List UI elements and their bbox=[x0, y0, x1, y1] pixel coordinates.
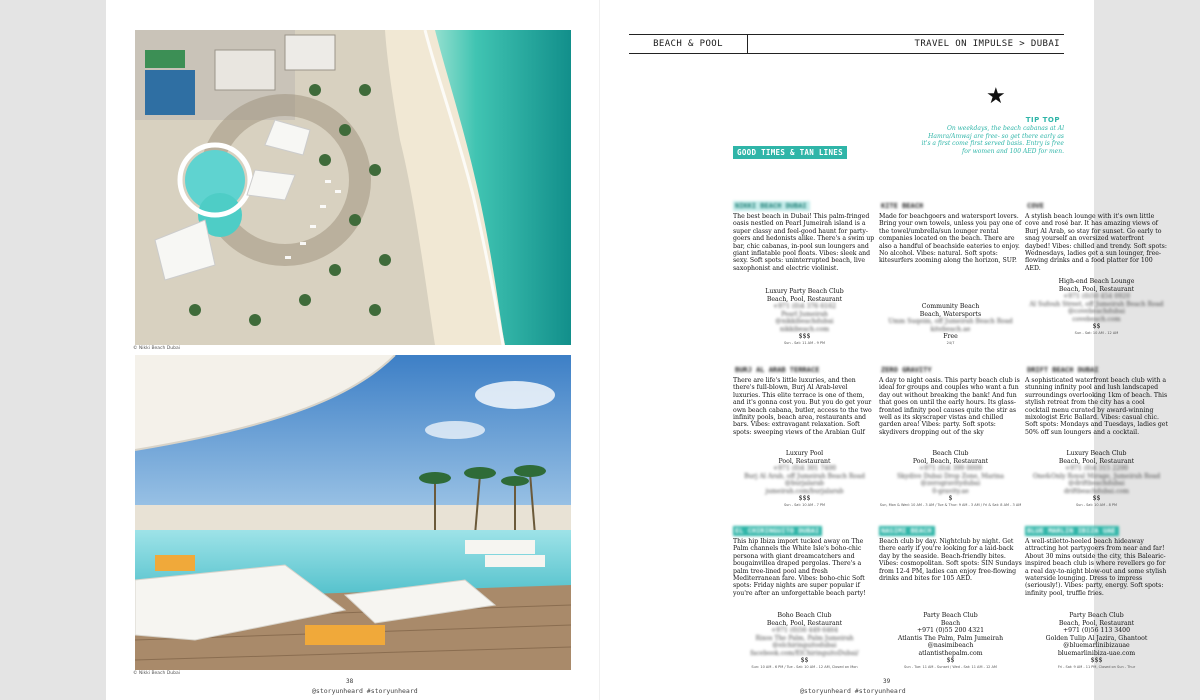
venue-address: Pearl Jumeirah bbox=[781, 310, 828, 318]
magazine-spread bbox=[106, 0, 1168, 700]
page-number-right: 39 bbox=[883, 678, 891, 685]
entry-description: This hip Ibiza import tucked away on The Palm channels the White Isle's boho-chic persona with giant dreamcatchers and bougainvillea draped pergolas. There's a palm tree-lined pool and fresh Mediterranean fare. Vibes: boho-chic Soft spots: Friday nights are super popular if you're after an unforgettable beach party! bbox=[733, 538, 866, 597]
entry-info-kite-beach bbox=[879, 303, 1022, 346]
venue-social: @burjalarab bbox=[785, 480, 824, 487]
social-handle-right: @storyunheard #storyunheard bbox=[800, 687, 906, 695]
entry-nasimi-beach bbox=[879, 518, 1022, 582]
venue-address: Umm Suqeim, off Jumeirah Beach Road bbox=[888, 318, 1013, 325]
entry-name: BURJ AL ARAB TERRACE bbox=[735, 366, 820, 374]
venue-social: @nikkibeachdubai bbox=[775, 318, 834, 325]
photo-credit-bottom: © Nikki Beach Dubai bbox=[133, 671, 180, 676]
section-title: BEACH & POOL bbox=[629, 35, 748, 53]
entry-info-cove bbox=[1025, 278, 1168, 336]
venue-type: Luxury Party Beach Club bbox=[765, 288, 844, 295]
venue-phone: +971 (0)4 301 7400 bbox=[772, 465, 837, 472]
venue-type: Luxury Pool bbox=[785, 450, 824, 457]
venue-social: @nasimibeach bbox=[927, 642, 974, 649]
venue-web: kitebeach.ae bbox=[930, 325, 971, 333]
left-page bbox=[106, 0, 600, 700]
entry-description: Made for beachgoers and watersport lovers. Bring your own towels, unless you pay one of the towel/umbrella/sun lounger rental companies located on the beach. There are also a handful of beachside eateries to enjoy. No alcohol. Vibes: natural. Soft spots: kitesurfers zooming along the horizon, SUP. bbox=[879, 213, 1022, 265]
entry-drift-beach bbox=[1025, 357, 1168, 436]
entry-el-chiringuito bbox=[733, 518, 876, 597]
venue-hours: Sun - Sat: 10 AM - 7 PM bbox=[783, 502, 826, 507]
venue-hours: Fri - Sat: 9 AM - 11 PM, Closed on Sun - Thur bbox=[1057, 664, 1136, 669]
venue-category: Pool, Restaurant bbox=[778, 457, 831, 465]
venue-web: 0-gravity.ae bbox=[932, 487, 969, 495]
venue-phone: +971 (0)50 454 0920 bbox=[1062, 293, 1131, 300]
venue-hours: Sun, Mon & Wed: 10 AM - 3 AM / Tue & Thur: 9 AM - 3 AM / Fri & Sat: 8 AM - 3 AM bbox=[879, 502, 1022, 507]
venue-phone: +971 (0)4 315 2200 bbox=[1064, 465, 1129, 472]
entry-cove bbox=[1025, 193, 1168, 272]
venue-price: $$ bbox=[1092, 323, 1101, 330]
entry-description: A sophisticated waterfront beach club with a stunning infinity pool and lush landscaped surroundings overlooking 1km of beach. This stylish retreat from the city has a cool cocktail menu curated by award-winning mixologist Eric Ballard. Vibes: casual chic. Soft spots: Mondays and Tuesdays, ladies get 50% off sun loungers and a cocktail. bbox=[1025, 377, 1168, 436]
entry-name: EL CHIRINGUITO DUBAI bbox=[733, 526, 822, 536]
section-label: GOOD TIMES & TAN LINES bbox=[733, 146, 847, 159]
entry-kite-beach bbox=[879, 193, 1022, 265]
venue-social: @elchiringuitodubai bbox=[772, 642, 837, 649]
venue-social: @bluemarlinibizauae bbox=[1063, 642, 1130, 649]
venue-address: One&Only Royal Mirage, Jumeirah Road bbox=[1032, 472, 1161, 480]
venue-phone: +971 (0)4 399 0009 bbox=[918, 465, 983, 472]
aerial-beach-photo bbox=[135, 30, 571, 345]
page-number-left: 38 bbox=[346, 678, 354, 685]
venue-web: atlantisthepalm.com bbox=[918, 649, 983, 657]
entry-name: ZERO GRAVITY bbox=[881, 366, 932, 374]
social-handle-left: @storyunheard #storyunheard bbox=[312, 687, 418, 695]
venue-type: Boho Beach Club bbox=[777, 612, 832, 619]
entry-description: There are life's little luxuries, and then there's full-blown, Burj Al Arab-level luxuries. This elite terrace is one of them, and it's gonna cost you. But you do get your own beach cabana, butler, access to the two infinity pools, beach area, restaurants and bars. Vibes: extravagant relaxation. Soft spots: sweeping views of the Arabian Gulf bbox=[733, 377, 872, 436]
entry-description: A day to night oasis. This party beach club is ideal for groups and couples who want a fun day out without breaking the bank! And fun that goes on until the early hours. Its glass-fronted infinity pool causes quite the stir as well as its skyscraper vistas and chilled garden area! Vibes: party. Soft spots: skydivers dropping out of the sky bbox=[879, 377, 1020, 436]
venue-type: High-end Beach Lounge bbox=[1058, 278, 1135, 285]
venue-category: Beach, Watersports bbox=[919, 310, 982, 318]
venue-category: Pool, Beach, Restaurant bbox=[912, 457, 989, 465]
venue-type: Beach Club bbox=[932, 450, 969, 457]
breadcrumb: TRAVEL ON IMPULSE > DUBAI bbox=[914, 39, 1060, 49]
venue-category: Beach bbox=[940, 619, 961, 627]
entry-info-nasimi-beach bbox=[879, 612, 1022, 670]
entry-description: The best beach in Dubai! This palm-fringed oasis nestled on Pearl Jumeirah island is a super classy and feel-good haunt for party-goers and hedonists alike. There's a swim up bar, chic cabanas, in-pool sun loungers and giant inflatable pool floats. Vibes: sleek and sexy. Soft spots: uninterrupted beach, live saxophonist and electric violinist. bbox=[733, 213, 875, 272]
venue-hours: Sun: 10 AM - 6 PM / Tue - Sat: 10 AM - 12 AM, Closed on Mon bbox=[751, 664, 858, 669]
pool-lounge-photo bbox=[135, 355, 571, 670]
venue-price: $$ bbox=[1092, 495, 1101, 502]
entry-info-zero-gravity bbox=[879, 450, 1022, 508]
venue-hours: Sun - Sat: 10 AM - 12 AM bbox=[1074, 330, 1119, 335]
venue-address: Atlantis The Palm, Palm Jumeirah bbox=[897, 634, 1004, 642]
venue-price: $$ bbox=[800, 657, 809, 664]
venue-web: driftbeachdubai.com bbox=[1063, 487, 1130, 495]
venue-address: Burj Al Arab, off Jumeirah Beach Road bbox=[744, 472, 865, 480]
entry-name: NIKKI BEACH DUBAI bbox=[733, 201, 810, 211]
venue-type: Luxury Beach Club bbox=[1066, 450, 1127, 457]
venue-type: Party Beach Club bbox=[923, 612, 978, 619]
star-icon: ★ bbox=[986, 84, 1006, 109]
venue-phone: +971 (0)55 200 4321 bbox=[916, 627, 985, 634]
venue-hours: 24/7 bbox=[946, 340, 955, 345]
entry-blue-marlin bbox=[1025, 518, 1168, 597]
entry-name: BLUE MARLIN IBIZA UAE bbox=[1025, 526, 1119, 536]
entry-name: NASIMI BEACH bbox=[879, 526, 935, 536]
venue-price: $$$ bbox=[1090, 657, 1103, 664]
venue-category: Beach, Pool, Restaurant bbox=[1058, 285, 1135, 293]
venue-price: $$$ bbox=[798, 495, 811, 502]
entry-description: A stylish beach lounge with it's own little cove and rosé bar. It has amazing views of Burj Al Arab, so stay for sunset. Go early to snag yourself an oversized waterfront daybed! Vibes: chilled and trendy. Soft spots: Wednesdays, ladies get a sun lounger, free-flowing drinks and a food platter for 100 AED. bbox=[1025, 213, 1167, 272]
entry-info-nikki-beach bbox=[733, 288, 876, 346]
venue-price: $$ bbox=[946, 657, 955, 664]
venue-price: Free bbox=[943, 333, 958, 340]
venue-social: @driftbeachdubai bbox=[1068, 480, 1125, 487]
venue-address: Golden Tulip Al Jazira, Ghantoot bbox=[1045, 634, 1148, 642]
venue-address: Rixos The Palm, Palm Jumeirah bbox=[755, 634, 854, 642]
entry-info-drift-beach bbox=[1025, 450, 1168, 508]
venue-price: $ bbox=[948, 495, 953, 502]
venue-web: facebook.com/ElChiringuitoDubai/ bbox=[750, 649, 859, 657]
venue-hours: Sun - Sat: 11 AM - 9 PM bbox=[783, 340, 826, 345]
entry-name: KITE BEACH bbox=[881, 202, 924, 210]
right-page bbox=[600, 0, 1168, 700]
entry-nikki-beach bbox=[733, 193, 876, 272]
venue-type: Party Beach Club bbox=[1069, 612, 1124, 619]
venue-category: Beach, Pool, Restaurant bbox=[1058, 619, 1135, 627]
venue-hours: Sun - Tue: 11 AM - Sunset / Wed - Sat: 11 AM - 12 AM bbox=[904, 664, 997, 669]
venue-web: bluemarlinibiza-uae.com bbox=[1057, 649, 1136, 657]
venue-type: Community Beach bbox=[921, 303, 980, 310]
photo-credit-top: © Nikki Beach Dubai bbox=[133, 346, 180, 351]
venue-web: covebeach.com bbox=[1072, 315, 1121, 323]
venue-web: jumeirah.com/burjalarab bbox=[765, 487, 844, 495]
venue-web: nikkibeach.com bbox=[779, 325, 830, 333]
tip-text: On weekdays, the beach cabanas at Al Hamra/Amwaj are free- so get there early as it's a first come first served basis. Entry is free for women and 100 AED for men. bbox=[921, 125, 1064, 156]
venue-category: Beach, Pool, Restaurant bbox=[766, 295, 843, 303]
venue-phone: +971 (0)56 449 6464 bbox=[770, 627, 839, 634]
venue-category: Beach, Pool, Restaurant bbox=[1058, 457, 1135, 465]
entry-zero-gravity bbox=[879, 357, 1022, 436]
tip-title: TIP TOP bbox=[1025, 116, 1060, 124]
venue-category: Beach, Pool, Restaurant bbox=[766, 619, 843, 627]
page-header bbox=[629, 34, 1064, 54]
venue-address: Skydive Dubai Drop Zone, Marina bbox=[897, 472, 1004, 480]
venue-price: $$$ bbox=[798, 333, 811, 340]
entry-info-el-chiringuito bbox=[733, 612, 876, 670]
entry-name: COVE bbox=[1027, 202, 1044, 210]
venue-phone: +971 (0)4 376 6162 bbox=[772, 303, 837, 310]
venue-address: Al Sufouh Street, off Jumeirah Beach Road bbox=[1029, 300, 1164, 308]
venue-social: @covebeachdubai bbox=[1068, 308, 1125, 315]
entry-description: Beach club by day. Nightclub by night. Get there early if you're looking for a laid-back day by the seaside. Beach-friendly bites. Vibes: cosmopolitan. Soft spots: SIN Sundays from 12-4 PM, ladies can enjoy free-flowing drinks and bites for 105 AED. bbox=[879, 538, 1022, 583]
entry-info-burj-al-arab-terrace bbox=[733, 450, 876, 508]
entry-name: DRIFT BEACH DUBAI bbox=[1027, 366, 1099, 374]
venue-social: @zerogravitydubai bbox=[920, 480, 981, 487]
entry-burj-al-arab-terrace bbox=[733, 357, 876, 436]
entry-info-blue-marlin bbox=[1025, 612, 1168, 670]
venue-hours: Sun - Sat: 10 AM - 8 PM bbox=[1075, 502, 1118, 507]
entry-description: A well-stiletto-heeled beach hideaway attracting hot partygoers from near and far! About 30 mins outside the city, this Balearic-inspired beach club is where revellers go for a real day-to-night blow-out and some stylish waterside lounging. Dress to impress (seriously!). Vibes: party, energy. Soft spots: infinity pool, truffle fries. bbox=[1025, 538, 1167, 597]
venue-phone: +971 (0)56 113 3400 bbox=[1062, 627, 1131, 634]
